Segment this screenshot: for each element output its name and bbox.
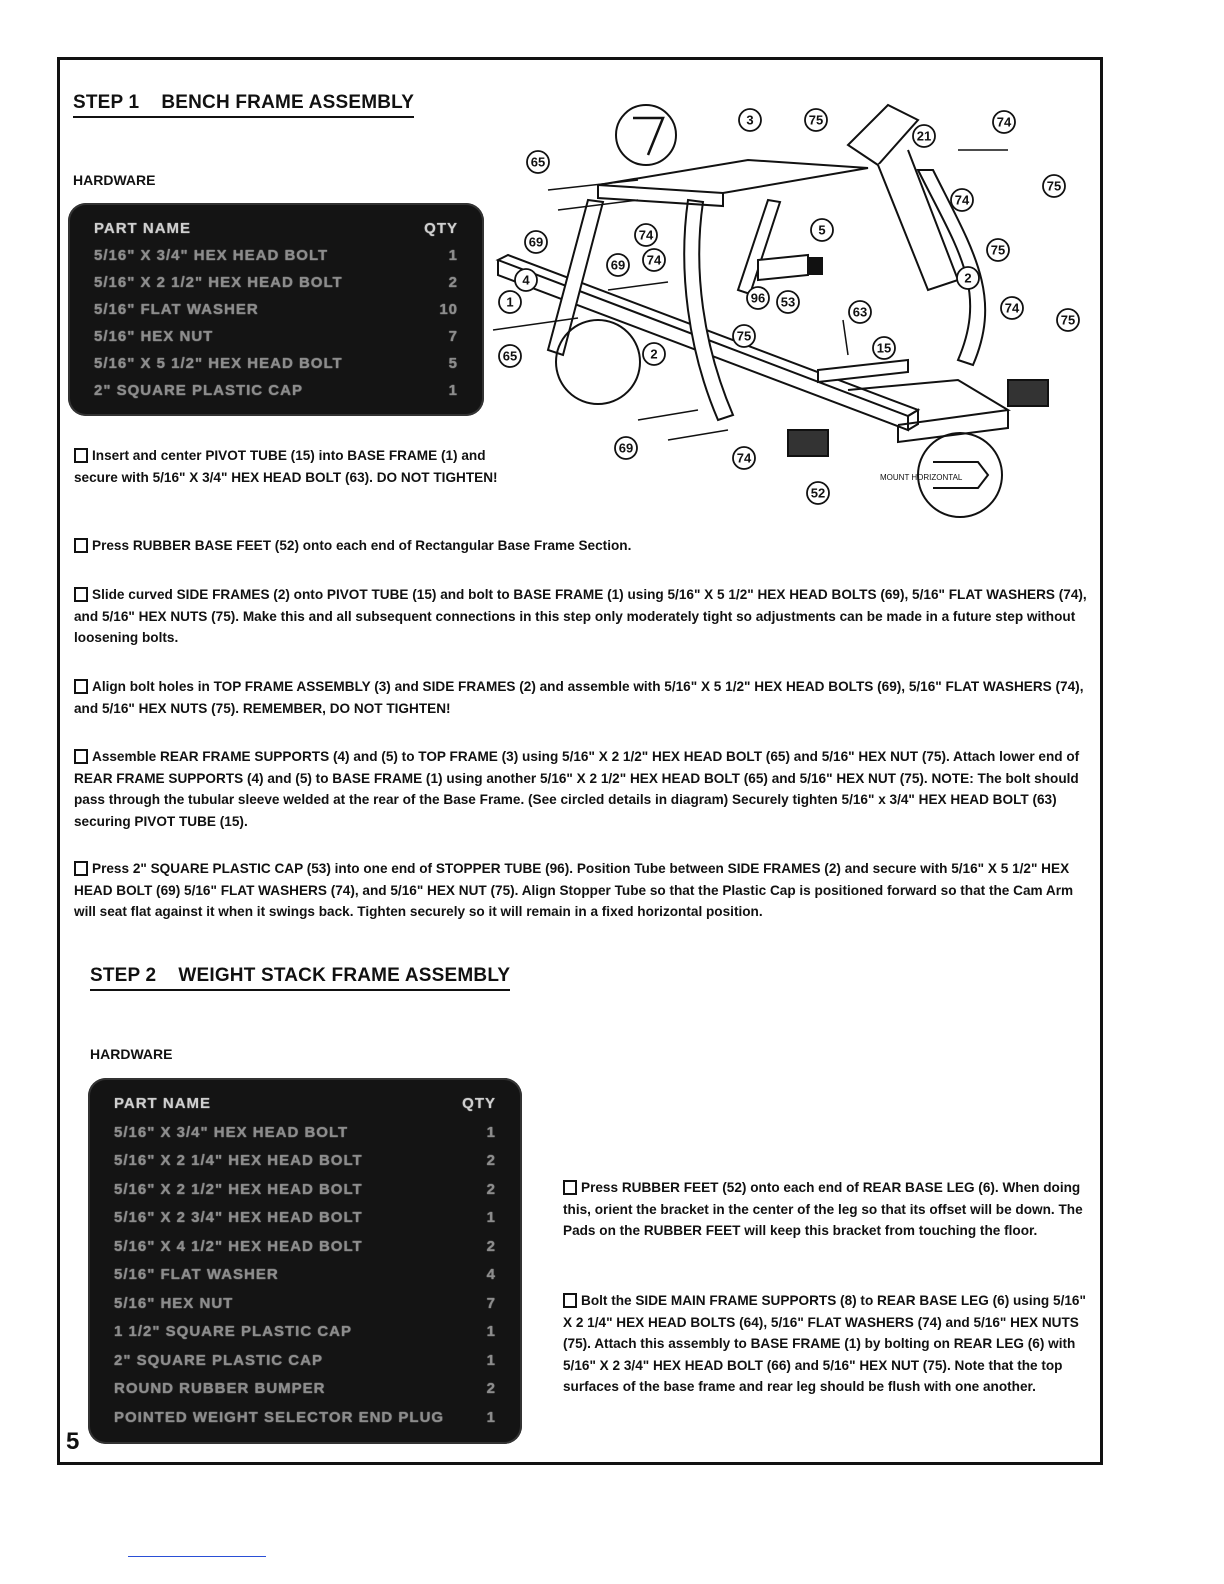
hardware-part-name: 5/16" X 5 1/2" HEX HEAD BOLT [94,355,343,372]
callout-label: 74 [1004,300,1020,316]
bench-frame-diagram [488,90,1098,520]
callout-label: 52 [810,485,826,501]
hardware-part-name: 5/16" X 2 1/2" HEX HEAD BOLT [114,1180,363,1198]
hardware-row [114,1176,496,1205]
hardware-part-name: 5/16" X 2 1/4" HEX HEAD BOLT [114,1152,363,1169]
hardware-row [114,1233,496,1262]
hardware-part-name: 1 1/2" SQUARE PLASTIC CAP [114,1323,352,1340]
callout-label: 65 [502,348,518,364]
callout-label: 65 [530,154,546,170]
hardware-part-name: POINTED WEIGHT SELECTOR END PLUG [114,1408,445,1426]
hardware-row [94,269,458,296]
callout-label: 75 [808,112,824,128]
callout-label: 53 [780,294,796,310]
step2-hardware-label: HARDWARE [90,1046,173,1062]
hardware-qty: 10 [439,301,458,318]
step2-title [90,965,510,991]
step1-instruction-1 [74,445,516,488]
hardware-part-name: 2" SQUARE PLASTIC CAP [94,382,303,399]
hardware-row [94,242,458,269]
hardware-qty: QTY [462,1095,496,1112]
instruction-text: Slide curved SIDE FRAMES (2) onto PIVOT TUBE (15) and bolt to BASE FRAME (1) using 5/16" X 5 1/2" HEX HEAD BOLTS (69), 5/16" FLAT WASHERS (74), and 5/16" HEX NUTS (75). Make this and all subsequent connections in this step only moderately tight so adjustments can be made in a future step without loosening bolts. [74,587,1087,645]
hardware-part-name: 5/16" X 3/4" HEX HEAD BOLT [94,247,329,264]
step2-number: STEP 2 [90,965,157,986]
hardware-part-name: PART NAME [94,220,192,237]
step1-title [73,92,414,118]
hardware-qty: 2 [486,1152,496,1169]
checkbox[interactable] [74,749,88,764]
step1-instruction-2 [74,535,1089,557]
hardware-row [114,1347,496,1376]
callout-label: 74 [736,450,752,466]
callout-label: 15 [876,340,892,356]
checkbox[interactable] [74,538,88,553]
stopper-tube [758,255,822,280]
checkbox[interactable] [563,1180,577,1195]
hardware-row [114,1375,496,1404]
hardware-qty: 2 [486,1380,496,1397]
hardware-qty: 2 [486,1180,496,1198]
checkbox[interactable] [74,679,88,694]
hardware-qty: 1 [486,1408,496,1426]
hardware-qty: 5 [448,355,458,372]
hardware-qty: 1 [486,1323,496,1340]
hardware-part-name: 5/16" X 4 1/2" HEX HEAD BOLT [114,1237,363,1255]
hardware-part-name: 5/16" X 3/4" HEX HEAD BOLT [114,1123,349,1141]
step1-hardware-label: HARDWARE [73,172,156,188]
checkbox[interactable] [563,1293,577,1308]
callout-label: 3 [746,112,754,128]
callout-label: 74 [954,192,970,208]
hardware-row [114,1261,496,1290]
mount-horizontal-label: MOUNT HORIZONTAL [880,473,963,482]
callout-label: 69 [618,440,634,456]
callout-label: 74 [996,114,1012,130]
hardware-qty: 2 [486,1237,496,1255]
hardware-part-name: 2" SQUARE PLASTIC CAP [114,1351,323,1369]
hardware-qty: 7 [448,328,458,345]
instruction-text: Assemble REAR FRAME SUPPORTS (4) and (5) to TOP FRAME (3) using 5/16" X 2 1/2" HEX HEAD BOLT (65) and 5/16" HEX NUT (75). Attach lower end of REAR FRAME SUPPORTS (4) and (5) to BASE FRAME (1) using another 5/16" X 2 1/2" HEX HEAD BOLT (65) and 5/16" HEX NUT (75). NOTE: The bolt should pass through the tubular sleeve welded at the rear of the Base Frame. (See circled details in diagram) Securely tighten 5/16" x 3/4" HEX HEAD BOLT (63) securing PIVOT TUBE (15). [74,749,1080,829]
hardware-row [114,1290,496,1319]
hardware-part-name: 5/16" X 2 1/2" HEX HEAD BOLT [94,274,343,291]
callout-label: 69 [528,234,544,250]
checkbox[interactable] [74,448,88,463]
hardware-header-row [114,1090,496,1119]
hardware-qty: 1 [486,1123,496,1141]
hardware-row [114,1204,496,1233]
step1-instruction-4 [74,676,1089,719]
hardware-row [114,1318,496,1347]
hardware-row [94,350,458,377]
callout-label: 75 [736,328,752,344]
hardware-qty: 1 [486,1351,496,1369]
hardware-qty: 2 [448,274,458,291]
callout-label: 75 [990,242,1006,258]
instruction-text: Press RUBBER FEET (52) onto each end of REAR BASE LEG (6). When doing this, orient the bracket in the center of the leg so that its offset will be down. The Pads on the RUBBER FEET will keep this bracket from touching the floor. [563,1180,1083,1238]
hardware-part-name: 5/16" FLAT WASHER [114,1266,279,1283]
step2-instruction-2 [563,1290,1091,1398]
callout-label: 74 [638,227,654,243]
step2-title-text: WEIGHT STACK FRAME ASSEMBLY [178,965,511,986]
callout-label: 69 [610,257,626,273]
hardware-row [94,296,458,323]
callout-label: 4 [522,272,530,288]
hardware-row [94,323,458,350]
callout-label: 1 [506,294,514,310]
callout-label: 75 [1060,312,1076,328]
hardware-row [94,377,458,404]
callout-label: 2 [650,346,658,362]
step1-instruction-3 [74,584,1089,649]
step2-hardware-table [88,1078,522,1444]
instruction-text: Align bolt holes in TOP FRAME ASSEMBLY (3) and SIDE FRAMES (2) and assemble with 5/16" X 5 1/2" HEX HEAD BOLTS (69), 5/16" FLAT WASHERS (74), and 5/16" HEX NUTS (75). REMEMBER, DO NOT TIGHTEN! [74,679,1084,716]
hardware-row [114,1147,496,1176]
hardware-header-row [94,215,458,242]
page-number: 5 [66,1428,80,1455]
hardware-qty: 1 [486,1209,496,1226]
hardware-part-name: PART NAME [114,1095,212,1112]
step2-instruction-1 [563,1177,1091,1242]
checkbox[interactable] [74,587,88,602]
step1-instruction-6 [74,858,1089,923]
step1-instruction-5 [74,746,1089,832]
instruction-text: Bolt the SIDE MAIN FRAME SUPPORTS (8) to REAR BASE LEG (6) using 5/16" X 2 1/4" HEX HEAD BOLTS (64), 5/16" FLAT WASHERS (74) and 5/16" HEX NUTS (75). Attach this assembly to BASE FRAME (1) by bolting on REAR LEG (6) with 5/16" X 2 3/4" HEX HEAD BOLT (66) and 5/16" HEX NUT (75). Note that the top surfaces of the base frame and rear leg should be flush with one another. [563,1293,1086,1394]
callout-label: 75 [1046,178,1062,194]
callout-label: 5 [818,222,826,238]
instruction-text: Press RUBBER BASE FEET (52) onto each end of Rectangular Base Frame Section. [92,538,632,553]
instruction-text: Press 2" SQUARE PLASTIC CAP (53) into one end of STOPPER TUBE (96). Position Tube between SIDE FRAMES (2) and secure with 5/16" X 5 1/2" HEX HEAD BOLT (69) 5/16" FLAT WASHERS (74), and 5/16" HEX NUT (75). Align Stopper Tube so that the Plastic Cap is positioned forward so that the Cam Arm will seat flat against it when it swings back. Tighten securely so it will remain in a fixed horizontal position. [74,861,1074,919]
hardware-part-name: 5/16" HEX NUT [94,328,214,345]
step1-hardware-table [68,203,484,416]
hardware-part-name: 5/16" FLAT WASHER [94,301,259,318]
callout-label: 21 [916,128,932,144]
checkbox[interactable] [74,861,88,876]
bottom-rule [128,1556,266,1557]
hardware-row [114,1119,496,1148]
callout-label: 2 [964,270,972,286]
step1-number: STEP 1 [73,92,140,113]
hardware-qty: QTY [424,220,458,237]
callout-label: 63 [852,304,868,320]
hardware-qty: 1 [448,247,458,264]
callout-label: 74 [646,252,662,268]
hardware-row [114,1404,496,1433]
hardware-part-name: 5/16" X 2 3/4" HEX HEAD BOLT [114,1209,363,1226]
hardware-qty: 4 [486,1266,496,1283]
step1-title-text: BENCH FRAME ASSEMBLY [161,92,415,113]
instruction-text: Insert and center PIVOT TUBE (15) into BASE FRAME (1) and secure with 5/16" X 3/4" HEX HEAD BOLT (63). DO NOT TIGHTEN! [74,448,498,485]
hardware-part-name: 5/16" HEX NUT [114,1294,234,1312]
hardware-qty: 1 [448,382,458,399]
pivot-tube [818,360,908,382]
hardware-part-name: ROUND RUBBER BUMPER [114,1380,326,1397]
callout-label: 96 [750,290,766,306]
hardware-qty: 7 [486,1294,496,1312]
